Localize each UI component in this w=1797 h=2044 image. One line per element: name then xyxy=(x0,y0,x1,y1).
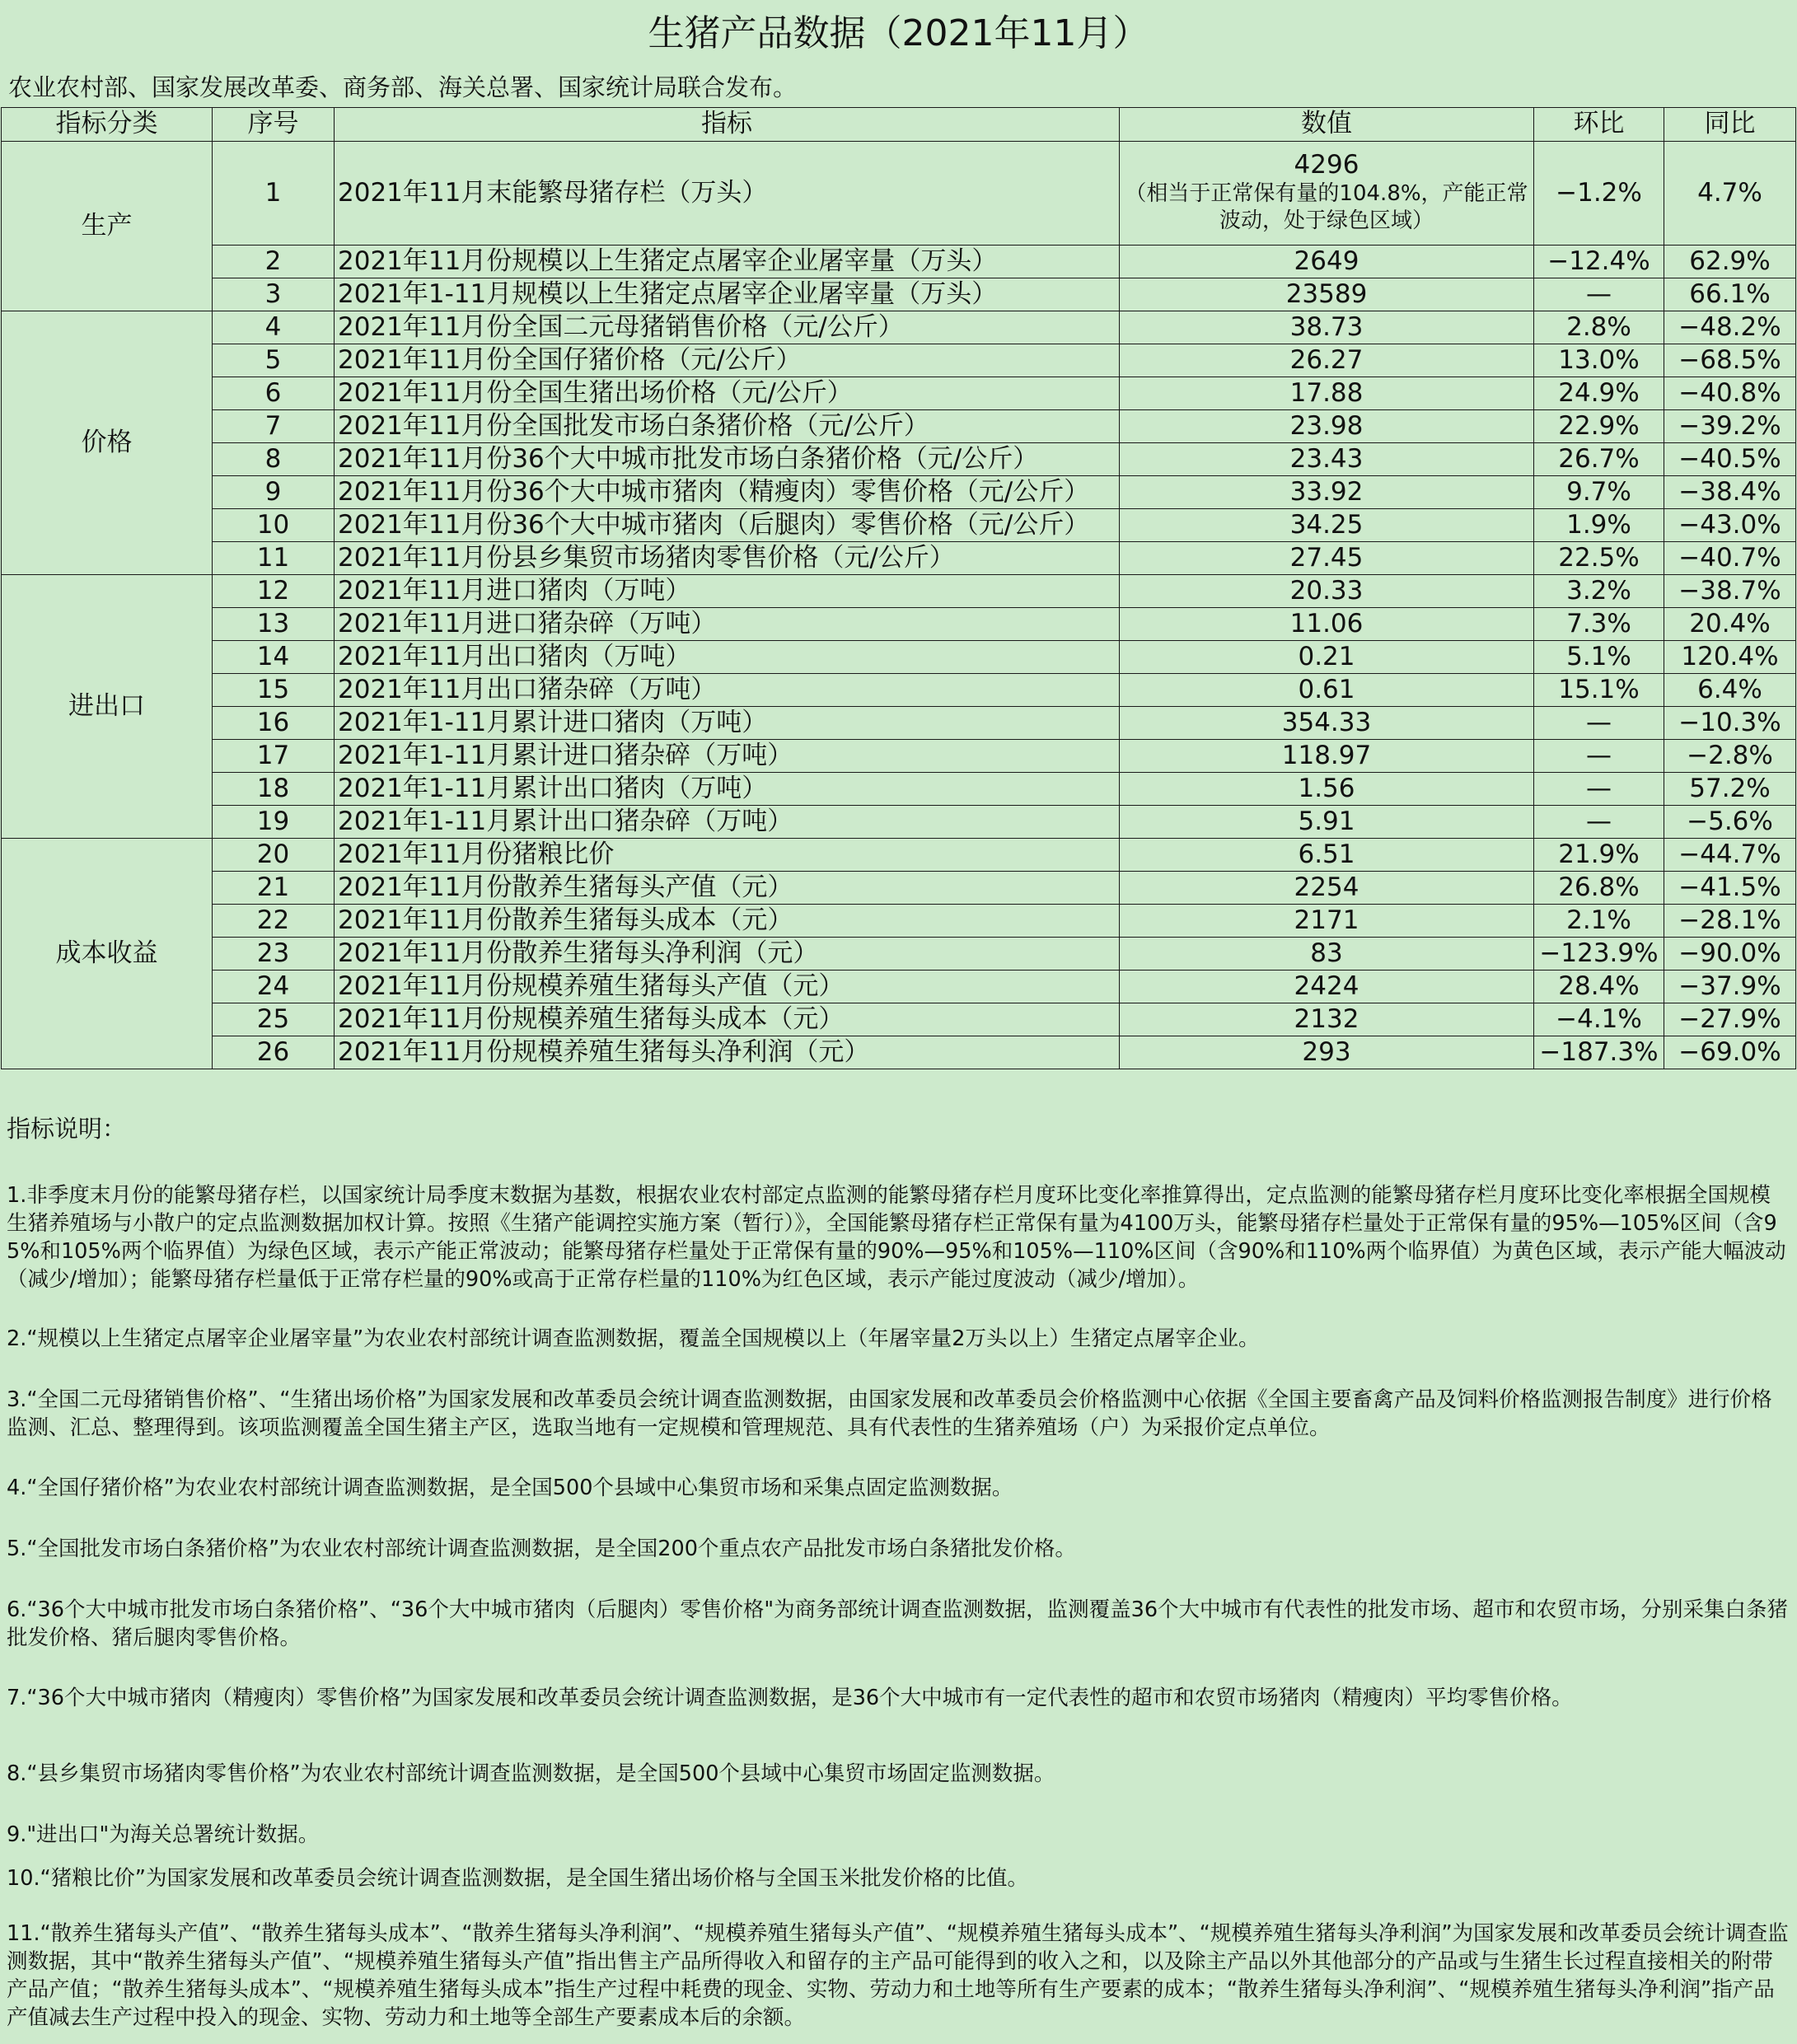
table-row xyxy=(2,311,1796,344)
header-indicator: 指标 xyxy=(335,108,1120,142)
indicator-cell: 2021年11月份规模养殖生猪每头产值（元） xyxy=(335,971,1120,1003)
seq-cell: 26 xyxy=(213,1036,335,1069)
mom-cell: 3.2% xyxy=(1534,575,1664,608)
indicator-cell: 2021年11月份县乡集贸市场猪肉零售价格（元/公斤） xyxy=(335,542,1120,575)
seq-cell: 16 xyxy=(213,707,335,740)
note-item: 4.“全国仔猪价格”为农业农村部统计调查监测数据，是全国500个县域中心集贸市场和采集点固定监测数据。 xyxy=(7,1476,1013,1500)
indicator-cell: 2021年11月出口猪杂碎（万吨） xyxy=(335,674,1120,707)
indicator-cell: 2021年11月份散养生猪每头成本（元） xyxy=(335,905,1120,938)
mom-cell: — xyxy=(1534,707,1664,740)
yoy-cell: −44.7% xyxy=(1664,839,1796,872)
indicator-cell: 2021年11月份36个大中城市猪肉（精瘦肉）零售价格（元/公斤） xyxy=(335,476,1120,509)
table-row xyxy=(2,410,1796,443)
mom-cell: — xyxy=(1534,278,1664,311)
value-cell: 23589 xyxy=(1120,278,1534,311)
yoy-cell: −40.5% xyxy=(1664,443,1796,476)
header-seq: 序号 xyxy=(213,108,335,142)
value-cell: 2132 xyxy=(1120,1003,1534,1036)
table-row xyxy=(2,773,1796,806)
seq-cell: 14 xyxy=(213,641,335,674)
value-cell: 11.06 xyxy=(1120,608,1534,641)
yoy-cell: −43.0% xyxy=(1664,509,1796,542)
seq-cell: 9 xyxy=(213,476,335,509)
yoy-cell: −41.5% xyxy=(1664,872,1796,905)
seq-cell: 4 xyxy=(213,311,335,344)
indicator-cell: 2021年1-11月累计出口猪肉（万吨） xyxy=(335,773,1120,806)
value-cell: 2424 xyxy=(1120,971,1534,1003)
table-row xyxy=(2,905,1796,938)
note-item: 1.非季度末月份的能繁母猪存栏，以国家统计局季度末数据为基数，根据农业农村部定点监测的能繁母猪存栏月度环比变化率推算得出，定点监测的能繁母猪存栏月度环比变化率根据全国规模生猪养殖场与小散户的定点监测数据加权计算。按照《生猪产能调控实施方案（暂行）》，全国能繁母猪存栏正常保有量为4100万头，能繁母猪存栏量处于正常保有量的95%—105%区间（含95%和105%两个临界值）为绿色区域，表示产能正常波动；能繁母猪存栏量处于正常保有量的90%—95%和105%—110%区间（含90%和110%两个临界值）为黄色区域，表示产能大幅波动（减少/增加）；能繁母猪存栏量低于正常存栏量的90%或高于正常存栏量的110%为红色区域，表示产能过度波动（减少/增加）。 xyxy=(7,1183,1786,1292)
mom-cell: −1.2% xyxy=(1534,142,1664,246)
table-row xyxy=(2,707,1796,740)
table-header-row xyxy=(2,108,1796,142)
mom-cell: — xyxy=(1534,740,1664,773)
value-cell: 354.33 xyxy=(1120,707,1534,740)
value-cell xyxy=(1120,142,1534,246)
table-row xyxy=(2,608,1796,641)
pig-data-table xyxy=(1,107,1796,1069)
indicator-cell: 2021年11月份规模养殖生猪每头成本（元） xyxy=(335,1003,1120,1036)
yoy-cell: −10.3% xyxy=(1664,707,1796,740)
value-cell: 38.73 xyxy=(1120,311,1534,344)
indicator-cell: 2021年11月进口猪肉（万吨） xyxy=(335,575,1120,608)
table-row xyxy=(2,674,1796,707)
seq-cell: 24 xyxy=(213,971,335,1003)
note-item: 6.“36个大中城市批发市场白条猪价格”、“36个大中城市猪肉（后腿肉）零售价格"为商务部统计调查监测数据，监测覆盖36个大中城市有代表性的批发市场、超市和农贸市场，分别采集白条猪批发价格、猪后腿肉零售价格。 xyxy=(7,1597,1789,1650)
seq-cell: 19 xyxy=(213,806,335,839)
seq-cell: 18 xyxy=(213,773,335,806)
note-item: 7.“36个大中城市猪肉（精瘦肉）零售价格”为国家发展和改革委员会统计调查监测数据，是36个大中城市有一定代表性的超市和农贸市场猪肉（精瘦肉）平均零售价格。 xyxy=(7,1686,1573,1710)
indicator-cell: 2021年11月份散养生猪每头净利润（元） xyxy=(335,938,1120,971)
table-row xyxy=(2,476,1796,509)
indicator-cell: 2021年11月末能繁母猪存栏（万头） xyxy=(335,142,1120,246)
value-cell: 118.97 xyxy=(1120,740,1534,773)
indicator-cell: 2021年11月份全国批发市场白条猪价格（元/公斤） xyxy=(335,410,1120,443)
value-cell: 5.91 xyxy=(1120,806,1534,839)
value-cell: 23.43 xyxy=(1120,443,1534,476)
seq-cell: 21 xyxy=(213,872,335,905)
category-cell: 进出口 xyxy=(2,575,213,839)
yoy-cell: −38.7% xyxy=(1664,575,1796,608)
table-row xyxy=(2,246,1796,278)
table-row xyxy=(2,443,1796,476)
note-item: 10.“猪粮比价”为国家发展和改革委员会统计调查监测数据，是全国生猪出场价格与全国玉米批发价格的比值。 xyxy=(7,1866,1028,1891)
yoy-cell: −28.1% xyxy=(1664,905,1796,938)
mom-cell: 22.5% xyxy=(1534,542,1664,575)
mom-cell: 7.3% xyxy=(1534,608,1664,641)
indicator-cell: 2021年11月份规模以上生猪定点屠宰企业屠宰量（万头） xyxy=(335,246,1120,278)
header-mom: 环比 xyxy=(1534,108,1664,142)
seq-cell: 11 xyxy=(213,542,335,575)
mom-cell: 2.1% xyxy=(1534,905,1664,938)
table-row xyxy=(2,278,1796,311)
table-body xyxy=(2,142,1796,1069)
seq-cell: 17 xyxy=(213,740,335,773)
yoy-cell: 120.4% xyxy=(1664,641,1796,674)
value-cell: 33.92 xyxy=(1120,476,1534,509)
table-row xyxy=(2,377,1796,410)
yoy-cell: −38.4% xyxy=(1664,476,1796,509)
mom-cell: 26.8% xyxy=(1534,872,1664,905)
seq-cell: 22 xyxy=(213,905,335,938)
value-cell: 1.56 xyxy=(1120,773,1534,806)
header-category: 指标分类 xyxy=(2,108,213,142)
value-cell: 0.21 xyxy=(1120,641,1534,674)
yoy-cell: −27.9% xyxy=(1664,1003,1796,1036)
table-row xyxy=(2,806,1796,839)
notes-section xyxy=(7,1111,1790,2030)
mom-cell: 26.7% xyxy=(1534,443,1664,476)
table-row xyxy=(2,839,1796,872)
value-cell: 20.33 xyxy=(1120,575,1534,608)
indicator-cell: 2021年11月份规模养殖生猪每头净利润（元） xyxy=(335,1036,1120,1069)
category-cell: 价格 xyxy=(2,311,213,575)
mom-cell: 5.1% xyxy=(1534,641,1664,674)
mom-cell: −4.1% xyxy=(1534,1003,1664,1036)
seq-cell: 6 xyxy=(213,377,335,410)
table-row xyxy=(2,740,1796,773)
seq-cell: 12 xyxy=(213,575,335,608)
seq-cell: 8 xyxy=(213,443,335,476)
yoy-cell: 6.4% xyxy=(1664,674,1796,707)
value-cell: 17.88 xyxy=(1120,377,1534,410)
indicator-cell: 2021年11月份全国生猪出场价格（元/公斤） xyxy=(335,377,1120,410)
value-cell: 293 xyxy=(1120,1036,1534,1069)
indicator-cell: 2021年11月进口猪杂碎（万吨） xyxy=(335,608,1120,641)
mom-cell: 15.1% xyxy=(1534,674,1664,707)
seq-cell: 1 xyxy=(213,142,335,246)
value-cell: 34.25 xyxy=(1120,509,1534,542)
yoy-cell: −2.8% xyxy=(1664,740,1796,773)
notes-title: 指标说明： xyxy=(7,1115,127,1143)
page-title: 生猪产品数据（2021年11月） xyxy=(648,12,1149,54)
seq-cell: 2 xyxy=(213,246,335,278)
yoy-cell: −48.2% xyxy=(1664,311,1796,344)
table-row xyxy=(2,938,1796,971)
note-item: 11.“散养生猪每头产值”、“散养生猪每头成本”、“散养生猪每头净利润”、“规模养殖生猪每头产值”、“规模养殖生猪每头成本”、“规模养殖生猪每头净利润”为国家发展和改革委员会统计调查监测数据，其中“散养生猪每头产值”、“规模养殖生猪每头产值”指出售主产品所得收入和留存的主产品可能得到的收入之和，以及除主产品以外其他部分的产品或与生猪生长过程直接相关的附带产品产值；“散养生猪每头成本”、“规模养殖生猪每头成本”指生产过程中耗费的现金、实物、劳动力和土地等所有生产要素的成本；“散养生猪每头净利润”、“规模养殖生猪每头净利润”指产品产值减去生产过程中投入的现金、实物、劳动力和土地等全部生产要素成本后的余额。 xyxy=(7,1921,1789,2030)
indicator-cell: 2021年11月份全国二元母猪销售价格（元/公斤） xyxy=(335,311,1120,344)
yoy-cell: 57.2% xyxy=(1664,773,1796,806)
seq-cell: 20 xyxy=(213,839,335,872)
value-main: 4296 xyxy=(1294,150,1359,180)
yoy-cell: −40.7% xyxy=(1664,542,1796,575)
note-item: 8.“县乡集贸市场猪肉零售价格”为农业农村部统计调查监测数据，是全国500个县域中心集贸市场固定监测数据。 xyxy=(7,1761,1055,1786)
mom-cell: — xyxy=(1534,806,1664,839)
value-cell: 0.61 xyxy=(1120,674,1534,707)
publisher-line: 农业农村部、国家发展改革委、商务部、海关总署、国家统计局联合发布。 xyxy=(8,73,798,101)
indicator-cell: 2021年1-11月累计进口猪杂碎（万吨） xyxy=(335,740,1120,773)
indicator-cell: 2021年1-11月规模以上生猪定点屠宰企业屠宰量（万头） xyxy=(335,278,1120,311)
mom-cell: 24.9% xyxy=(1534,377,1664,410)
table-row xyxy=(2,509,1796,542)
yoy-cell: 20.4% xyxy=(1664,608,1796,641)
note-item: 3.“全国二元母猪销售价格”、“生猪出场价格”为国家发展和改革委员会统计调查监测数据，由国家发展和改革委员会价格监测中心依据《全国主要畜禽产品及饲料价格监测报告制度》进行价格监测、汇总、整理得到。该项监测覆盖全国生猪主产区，选取当地有一定规模和管理规范、具有代表性的生猪养殖场（户）为采报价定点单位。 xyxy=(7,1387,1772,1440)
seq-cell: 3 xyxy=(213,278,335,311)
value-cell: 6.51 xyxy=(1120,839,1534,872)
mom-cell: 1.9% xyxy=(1534,509,1664,542)
note-item: 2.“规模以上生猪定点屠宰企业屠宰量”为农业农村部统计调查监测数据，覆盖全国规模以上（年屠宰量2万头以上）生猪定点屠宰企业。 xyxy=(7,1326,1260,1351)
table-row xyxy=(2,1036,1796,1069)
value-cell: 2649 xyxy=(1120,246,1534,278)
indicator-cell: 2021年11月出口猪肉（万吨） xyxy=(335,641,1120,674)
seq-cell: 13 xyxy=(213,608,335,641)
mom-cell: 22.9% xyxy=(1534,410,1664,443)
yoy-cell: −39.2% xyxy=(1664,410,1796,443)
indicator-cell: 2021年1-11月累计出口猪杂碎（万吨） xyxy=(335,806,1120,839)
table-row xyxy=(2,1003,1796,1036)
table-row xyxy=(2,971,1796,1003)
seq-cell: 25 xyxy=(213,1003,335,1036)
mom-cell: 9.7% xyxy=(1534,476,1664,509)
mom-cell: 2.8% xyxy=(1534,311,1664,344)
value-cell: 2254 xyxy=(1120,872,1534,905)
category-cell: 成本收益 xyxy=(2,839,213,1069)
indicator-cell: 2021年11月份全国仔猪价格（元/公斤） xyxy=(335,344,1120,377)
value-cell: 27.45 xyxy=(1120,542,1534,575)
yoy-cell: −40.8% xyxy=(1664,377,1796,410)
seq-cell: 23 xyxy=(213,938,335,971)
indicator-cell: 2021年11月份36个大中城市猪肉（后腿肉）零售价格（元/公斤） xyxy=(335,509,1120,542)
value-cell: 2171 xyxy=(1120,905,1534,938)
table-row xyxy=(2,641,1796,674)
table-row xyxy=(2,575,1796,608)
header-yoy: 同比 xyxy=(1664,108,1796,142)
indicator-cell: 2021年11月份猪粮比价 xyxy=(335,839,1120,872)
indicator-cell: 2021年11月份36个大中城市批发市场白条猪价格（元/公斤） xyxy=(335,443,1120,476)
value-cell: 23.98 xyxy=(1120,410,1534,443)
mom-cell: −123.9% xyxy=(1534,938,1664,971)
seq-cell: 7 xyxy=(213,410,335,443)
table-row xyxy=(2,142,1796,246)
table-row xyxy=(2,542,1796,575)
category-cell: 生产 xyxy=(2,142,213,311)
value-note: （相当于正常保有量的104.8%，产能正常波动，处于绿色区域） xyxy=(1125,181,1528,234)
seq-cell: 5 xyxy=(213,344,335,377)
yoy-cell: −5.6% xyxy=(1664,806,1796,839)
mom-cell: 13.0% xyxy=(1534,344,1664,377)
yoy-cell: 62.9% xyxy=(1664,246,1796,278)
note-item: 5.“全国批发市场白条猪价格”为农业农村部统计调查监测数据，是全国200个重点农产品批发市场白条猪批发价格。 xyxy=(7,1537,1076,1561)
value-cell: 83 xyxy=(1120,938,1534,971)
mom-cell: 21.9% xyxy=(1534,839,1664,872)
yoy-cell: 66.1% xyxy=(1664,278,1796,311)
mom-cell: −12.4% xyxy=(1534,246,1664,278)
table-row xyxy=(2,872,1796,905)
note-item: 9."进出口"为海关总署统计数据。 xyxy=(7,1822,320,1847)
yoy-cell: −68.5% xyxy=(1664,344,1796,377)
indicator-cell: 2021年11月份散养生猪每头产值（元） xyxy=(335,872,1120,905)
mom-cell: −187.3% xyxy=(1534,1036,1664,1069)
seq-cell: 15 xyxy=(213,674,335,707)
table-row xyxy=(2,344,1796,377)
seq-cell: 10 xyxy=(213,509,335,542)
yoy-cell: −90.0% xyxy=(1664,938,1796,971)
indicator-cell: 2021年1-11月累计进口猪肉（万吨） xyxy=(335,707,1120,740)
mom-cell: 28.4% xyxy=(1534,971,1664,1003)
header-value: 数值 xyxy=(1120,108,1534,142)
yoy-cell: −69.0% xyxy=(1664,1036,1796,1069)
yoy-cell: −37.9% xyxy=(1664,971,1796,1003)
mom-cell: — xyxy=(1534,773,1664,806)
value-cell: 26.27 xyxy=(1120,344,1534,377)
yoy-cell: 4.7% xyxy=(1664,142,1796,246)
